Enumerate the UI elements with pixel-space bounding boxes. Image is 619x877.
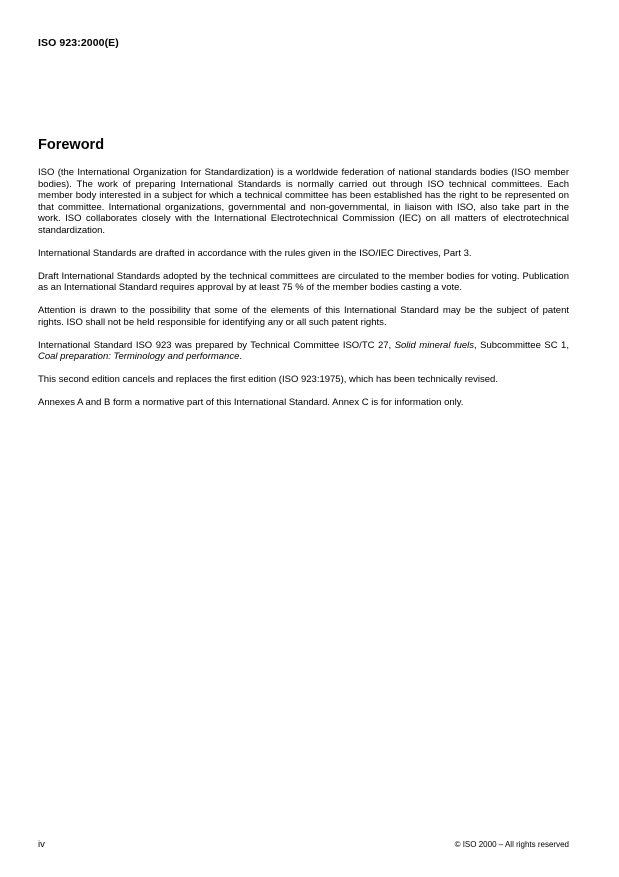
paragraph-edition: This second edition cancels and replaces the first edition (ISO 923:1975), which has been technically revised. — [38, 374, 498, 385]
paragraph-annexes: Annexes A and B form a normative part of this International Standard. Annex C is for information only. — [38, 397, 464, 408]
paragraph-committee — [38, 340, 569, 363]
document-id-header: ISO 923:2000(E) — [38, 37, 119, 49]
copyright-notice: © ISO 2000 – All rights reserved — [454, 840, 569, 849]
paragraph-drafting-rules: International Standards are drafted in accordance with the rules given in the ISO/IEC Directives, Part 3. — [38, 247, 472, 259]
foreword-body — [38, 167, 569, 420]
paragraph-patent-rights: Attention is drawn to the possibility that some of the elements of this International Standard may be the subject of patent rights. ISO shall not be held responsible for identifying any or all such patent rights. — [38, 305, 569, 328]
paragraph-voting: Draft International Standards adopted by the technical committees are circulated to the member bodies for voting. Publication as an International Standard requires approval by at least 75 % of the member bodies casting a vote. — [38, 270, 569, 293]
subcommittee-title: Coal preparation: Terminology and performance — [38, 351, 240, 362]
paragraph-iso-description: ISO (the International Organization for Standardization) is a worldwide federation of national standards bodies (ISO member bodies). The work of preparing International Standards is normally carried out through ISO technical committees. Each member body interested in a subject for which a technical committee has been established has the right to be represented on that committee. International organizations, governmental and non-governmental, in liaison with ISO, also take part in the work. ISO collaborates closely with the International Electrotechnical Commission (IEC) on all matters of electrotechnical standardization. — [38, 167, 569, 236]
page-number: iv — [38, 839, 45, 850]
committee-title: Solid mineral fuels — [394, 339, 475, 351]
committee-text-before: International Standard ISO 923 was prepared by Technical Committee ISO/TC 27, — [38, 339, 395, 351]
committee-text-after: . — [239, 351, 243, 362]
committee-text-middle: , Subcommittee SC 1, — [474, 339, 569, 351]
page-title: Foreword — [38, 137, 105, 153]
